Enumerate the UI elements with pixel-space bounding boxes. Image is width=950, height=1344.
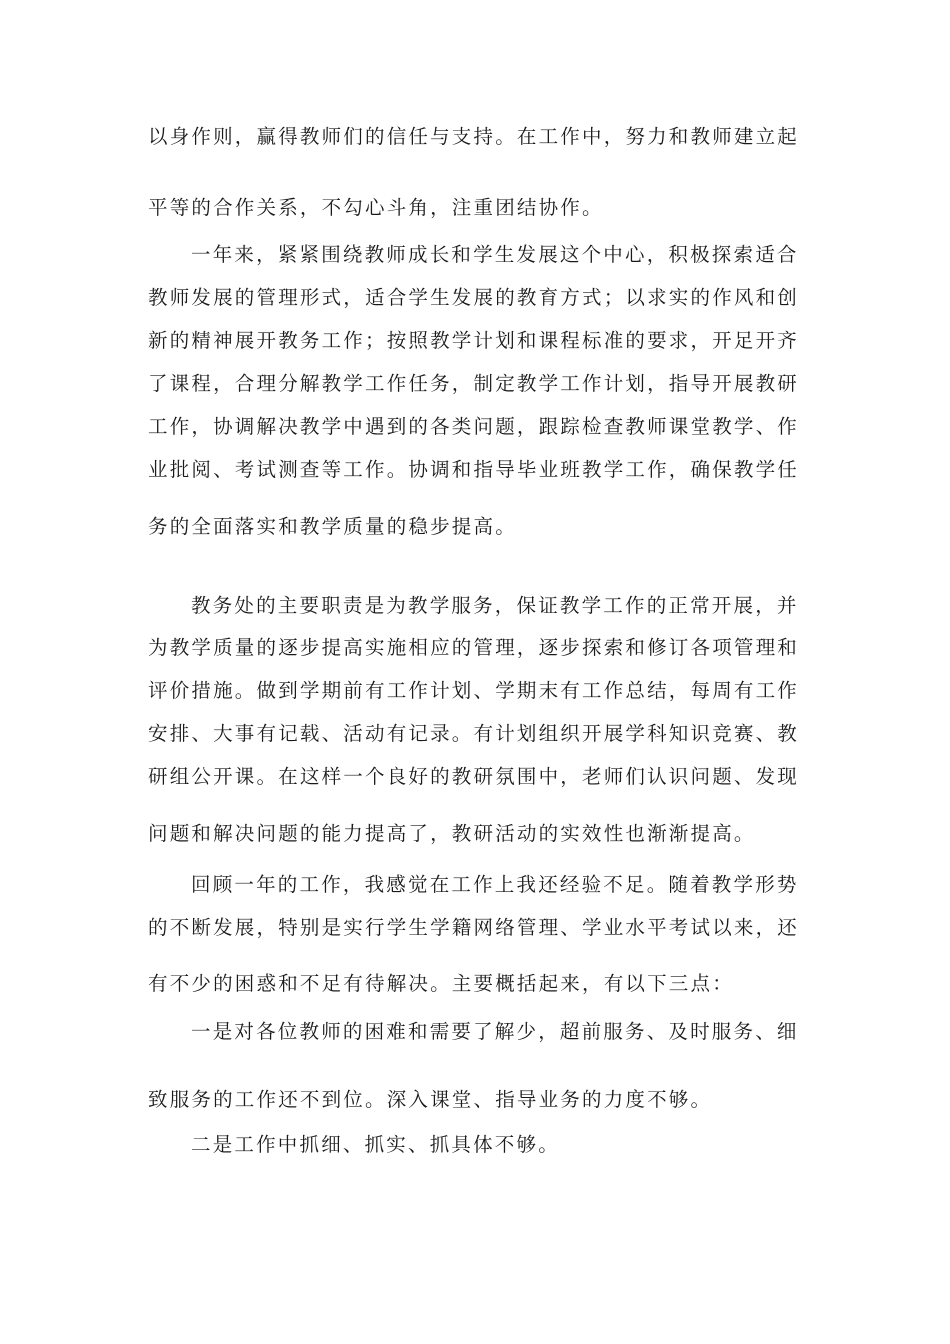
p3-line-1: 教务处的主要职责是为教学服务，保证教学工作的正常开展，并	[191, 594, 799, 617]
p2-line-6: 业批阅、考试测查等工作。协调和指导毕业班教学工作，确保教学任	[148, 458, 800, 481]
p2-line-4: 了课程，合理分解教学工作任务，制定教学工作计划，指导开展教研	[148, 372, 800, 395]
p4-line-1: 回顾一年的工作，我感觉在工作上我还经验不足。随着教学形势	[191, 873, 799, 896]
p4-line-2: 的不断发展，特别是实行学生学籍网络管理、学业水平考试以来，还	[148, 916, 800, 939]
p3-line-2: 为教学质量的逐步提高实施相应的管理，逐步探索和修订各项管理和	[148, 636, 800, 659]
p3-line-4: 安排、大事有记载、活动有记录。有计划组织开展学科知识竞赛、教	[148, 722, 800, 745]
p3-line-5: 研组公开课。在这样一个良好的教研氛围中，老师们认识问题、发现	[148, 765, 800, 788]
p2-line-7: 务的全面落实和教学质量的稳步提高。	[148, 515, 517, 538]
p2-line-2: 教师发展的管理形式，适合学生发展的教育方式；以求实的作风和创	[148, 286, 800, 309]
p1-line-1: 以身作则，赢得教师们的信任与支持。在工作中，努力和教师建立起	[148, 125, 800, 148]
p2-line-5: 工作，协调解决教学中遇到的各类问题，跟踪检查教师课堂教学、作	[148, 415, 800, 438]
p5-line-2: 致服务的工作还不到位。深入课堂、指导业务的力度不够。	[148, 1088, 713, 1111]
p3-line-6: 问题和解决问题的能力提高了，教研活动的实效性也渐渐提高。	[148, 822, 756, 845]
p3-line-3: 评价措施。做到学期前有工作计划、学期末有工作总结，每周有工作	[148, 679, 800, 702]
p1-line-2: 平等的合作关系，不勾心斗角，注重团结协作。	[148, 196, 604, 219]
p5-line-1: 一是对各位教师的困难和需要了解少，超前服务、及时服务、细	[191, 1020, 799, 1043]
p2-line-1: 一年来，紧紧围绕教师成长和学生发展这个中心，积极探索适合	[191, 243, 799, 266]
p6-line-1: 二是工作中抓细、抓实、抓具体不够。	[191, 1133, 560, 1156]
p4-line-3: 有不少的困惑和不足有待解决。主要概括起来，有以下三点：	[148, 972, 734, 995]
p2-line-3: 新的精神展开教务工作；按照教学计划和课程标准的要求，开足开齐	[148, 329, 800, 352]
